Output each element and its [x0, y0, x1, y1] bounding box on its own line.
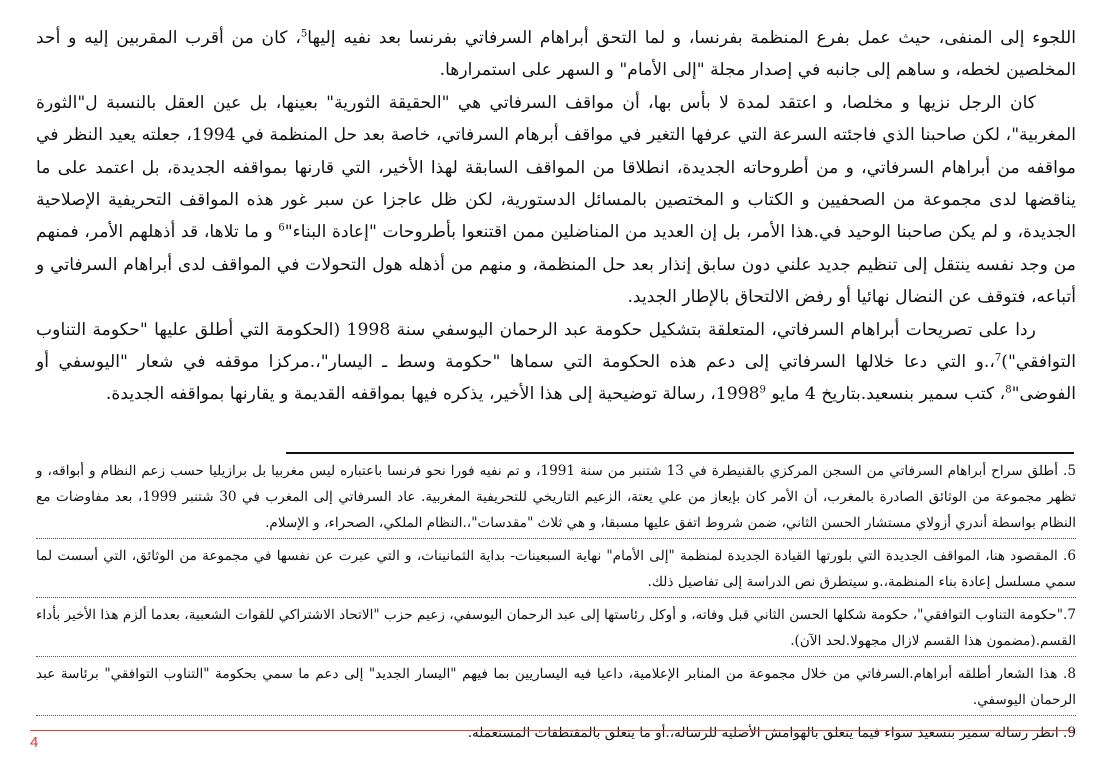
paragraph-2-part-a: كان الرجل نزيها و مخلصا، و اعتقد لمدة لا بأس بها، أن مواقف السرفاتي هي "الحقيقة الثورية" بعينها، بل عين العقل بالنسبة ل"الثورة المغربية"، لكن صاحبنا الذي فاجئته السرعة التي عرفها التغير في مواقف أبرهام السرفاتي، خاصة بعد حل المنظمة في 1994، جعلته يعيد النظر في مواقفه من أبراهام السرفاتي، و من أطروحاته الجديدة، انطلاقا من المواقف السابقة لهذا الأخير، التي قارنها بمواقفه الجديدة، بل اعتمد على ما يناقضها لدى مجموعة من الصحفيين و الكتاب و المختصين بالمسائل الدستورية، لكن ظل عاجزا عن سبر غور هذه المواقف التحريفية الإصلاحية الجديدة، و لم يكن صاحبنا الوحيد في.هذا الأمر، بل إن العديد من المناضلين ممن اقتنعوا بأطروحات "إعادة البناء" [36, 92, 1077, 243]
paragraph-1 [36, 22, 1076, 87]
paragraph-3-part-b: ،.و التي دعا خلالها السرفاتي إلى دعم هذه الحكومة التي سماها "حكومة وسط ـ اليسار"،.مركزا موقفه في شعار "اليوسفي أو الفوضى" [36, 352, 1076, 405]
footnote-divider [36, 656, 1076, 658]
footnote-ref-9[interactable]: 9 [759, 384, 766, 396]
footnote-number: 6 [1067, 548, 1076, 564]
footnote-ref-8[interactable]: 8 [1005, 384, 1012, 396]
footnote-number: 9 [1067, 725, 1076, 741]
document-page [36, 22, 1076, 411]
footnote-text: . انظر رسالة سمير بنسعيد سواء فيما يتعلق بالهوامش الأصلية للرسالة،.أو ما يتعلق بالمقتطفات المستعملة. [467, 725, 1068, 741]
footnote-separator [286, 452, 1074, 454]
page-number: 4 [30, 734, 39, 751]
footer-rule [30, 730, 1074, 731]
footnote-divider [36, 538, 1076, 540]
paragraph-1-part-a: اللجوء إلى المنفى، حيث عمل بفرع المنظمة بفرنسا، و لما التحق أبراهام السرفاتي بفرنسا بعد نفيه إليها [307, 28, 1077, 48]
paragraph-3-part-c: ، كتب سمير بنسعيد.بتاريخ 4 مايو 1998 [715, 384, 1006, 405]
footnote-9 [36, 720, 1076, 746]
body-text [36, 22, 1076, 411]
footnote-divider [36, 597, 1076, 599]
paragraph-2-part-b: و ما تلاها، قد أذهلهم الأمر، فمنهم من وجد نفسه ينتقل إلى تنظيم جديد علني دون سابق إنذار بعد حل المنظمة، و منهم من أذهله هول التحولات في المواقف لدى أبراهام السرفاتي و أتباعه، فتوقف عن النضال نهائيا أو رفض الالتحاق بالإطار الجديد. [36, 222, 1076, 308]
footnote-text: ."حكومة التناوب التوافقي"، حكومة شكلها الحسن الثاني قبل وفاته، و أوكل رئاستها إلى عبد الرحمان اليوسفي، زعيم حزب "الاتحاد الاشتراكي للقوات الشعبية، بعدما ألزم هذا الأخير بأداء القسم.(مضمون هذا القسم لازال مجهولا.لحد الآن). [36, 607, 1076, 649]
footnotes [36, 458, 1076, 746]
paragraph-1-part-b: ، كان من أقرب المقربين إليه و أحد المخلصين لخطه، و ساهم إلى جانبه في إصدار مجلة "إلى الأمام" و السهر على استمرارها. [36, 28, 1076, 81]
footnote-divider [36, 715, 1076, 717]
paragraph-3-part-d: ، رسالة توضيحية إلى هذا الأخير، يذكره فيها بمواقفه القديمة و يقارنها بمواقفه الجديدة. [105, 384, 716, 405]
footnote-text: . أطلق سراح أبراهام السرفاتي من السجن المركزي بالقنيطرة في 13 شتنبر من سنة 1991، و تم نفيه فورا نحو فرنسا باعتباره ليس مغربيا بل برازيليا حسب زعم النظام و أبواقه، و تظهر مجموعة من الوثائق الصادرة بالمغرب، أن الأمر كان بإيعاز من علي يعتة، الزعيم التاريخي للتحريفية المغربية. عاد السرفاتي إلى المغرب في 30 شتنبر 1999، بعد مفاوضات مع النظام بواسطة أندري أزولاي مستشار الحسن الثاني، ضمن شروط اتفق عليها مسبقا، و هي ثلاث "مقدسات"،.النظام الملكي، الصحراء، و الإسلام. [36, 463, 1076, 531]
footnote-number: 5 [1067, 463, 1076, 479]
footnote-6 [36, 543, 1076, 595]
footnote-number: 8 [1067, 666, 1076, 682]
footnote-number: 7 [1067, 607, 1076, 623]
footnote-text: . المقصود هنا، المواقف الجديدة التي بلورتها القيادة الجديدة لمنظمة "إلى الأمام" نهاية السبعينات- بداية الثمانينات، و التي عبرت عن نفسها في مجموعة من الوثائق، التي أسست لما سمي مسلسل إعادة بناء المنظمة،.و سيتطرق نص الدراسة إلى تفاصيل ذلك. [36, 548, 1076, 590]
footnote-ref-5[interactable]: 5 [300, 28, 308, 40]
footnote-8 [36, 661, 1076, 713]
footnote-5 [36, 458, 1076, 536]
paragraph-2 [36, 87, 1076, 314]
footnote-ref-7[interactable]: 7 [994, 352, 1002, 364]
footnote-ref-6[interactable]: 6 [278, 222, 285, 234]
footnote-7 [36, 602, 1076, 654]
paragraph-3-part-a: ردا على تصريحات أبراهام السرفاتي، المتعلقة بتشكيل حكومة عبد الرحمان اليوسفي سنة 1998 (الحكومة التي أطلق عليها "حكومة التناوب التوافقي") [36, 319, 1076, 373]
paragraph-3 [36, 314, 1076, 411]
footnote-text: . هذا الشعار أطلقه أبراهام.السرفاتي من خلال مجموعة من المنابر الإعلامية، داعيا فيه اليساريين بما فيهم "اليسار الجديد" إلى دعم ما سمي بحكومة "التناوب التوافقي" برئاسة عبد الرحمان اليوسفي. [36, 666, 1076, 708]
